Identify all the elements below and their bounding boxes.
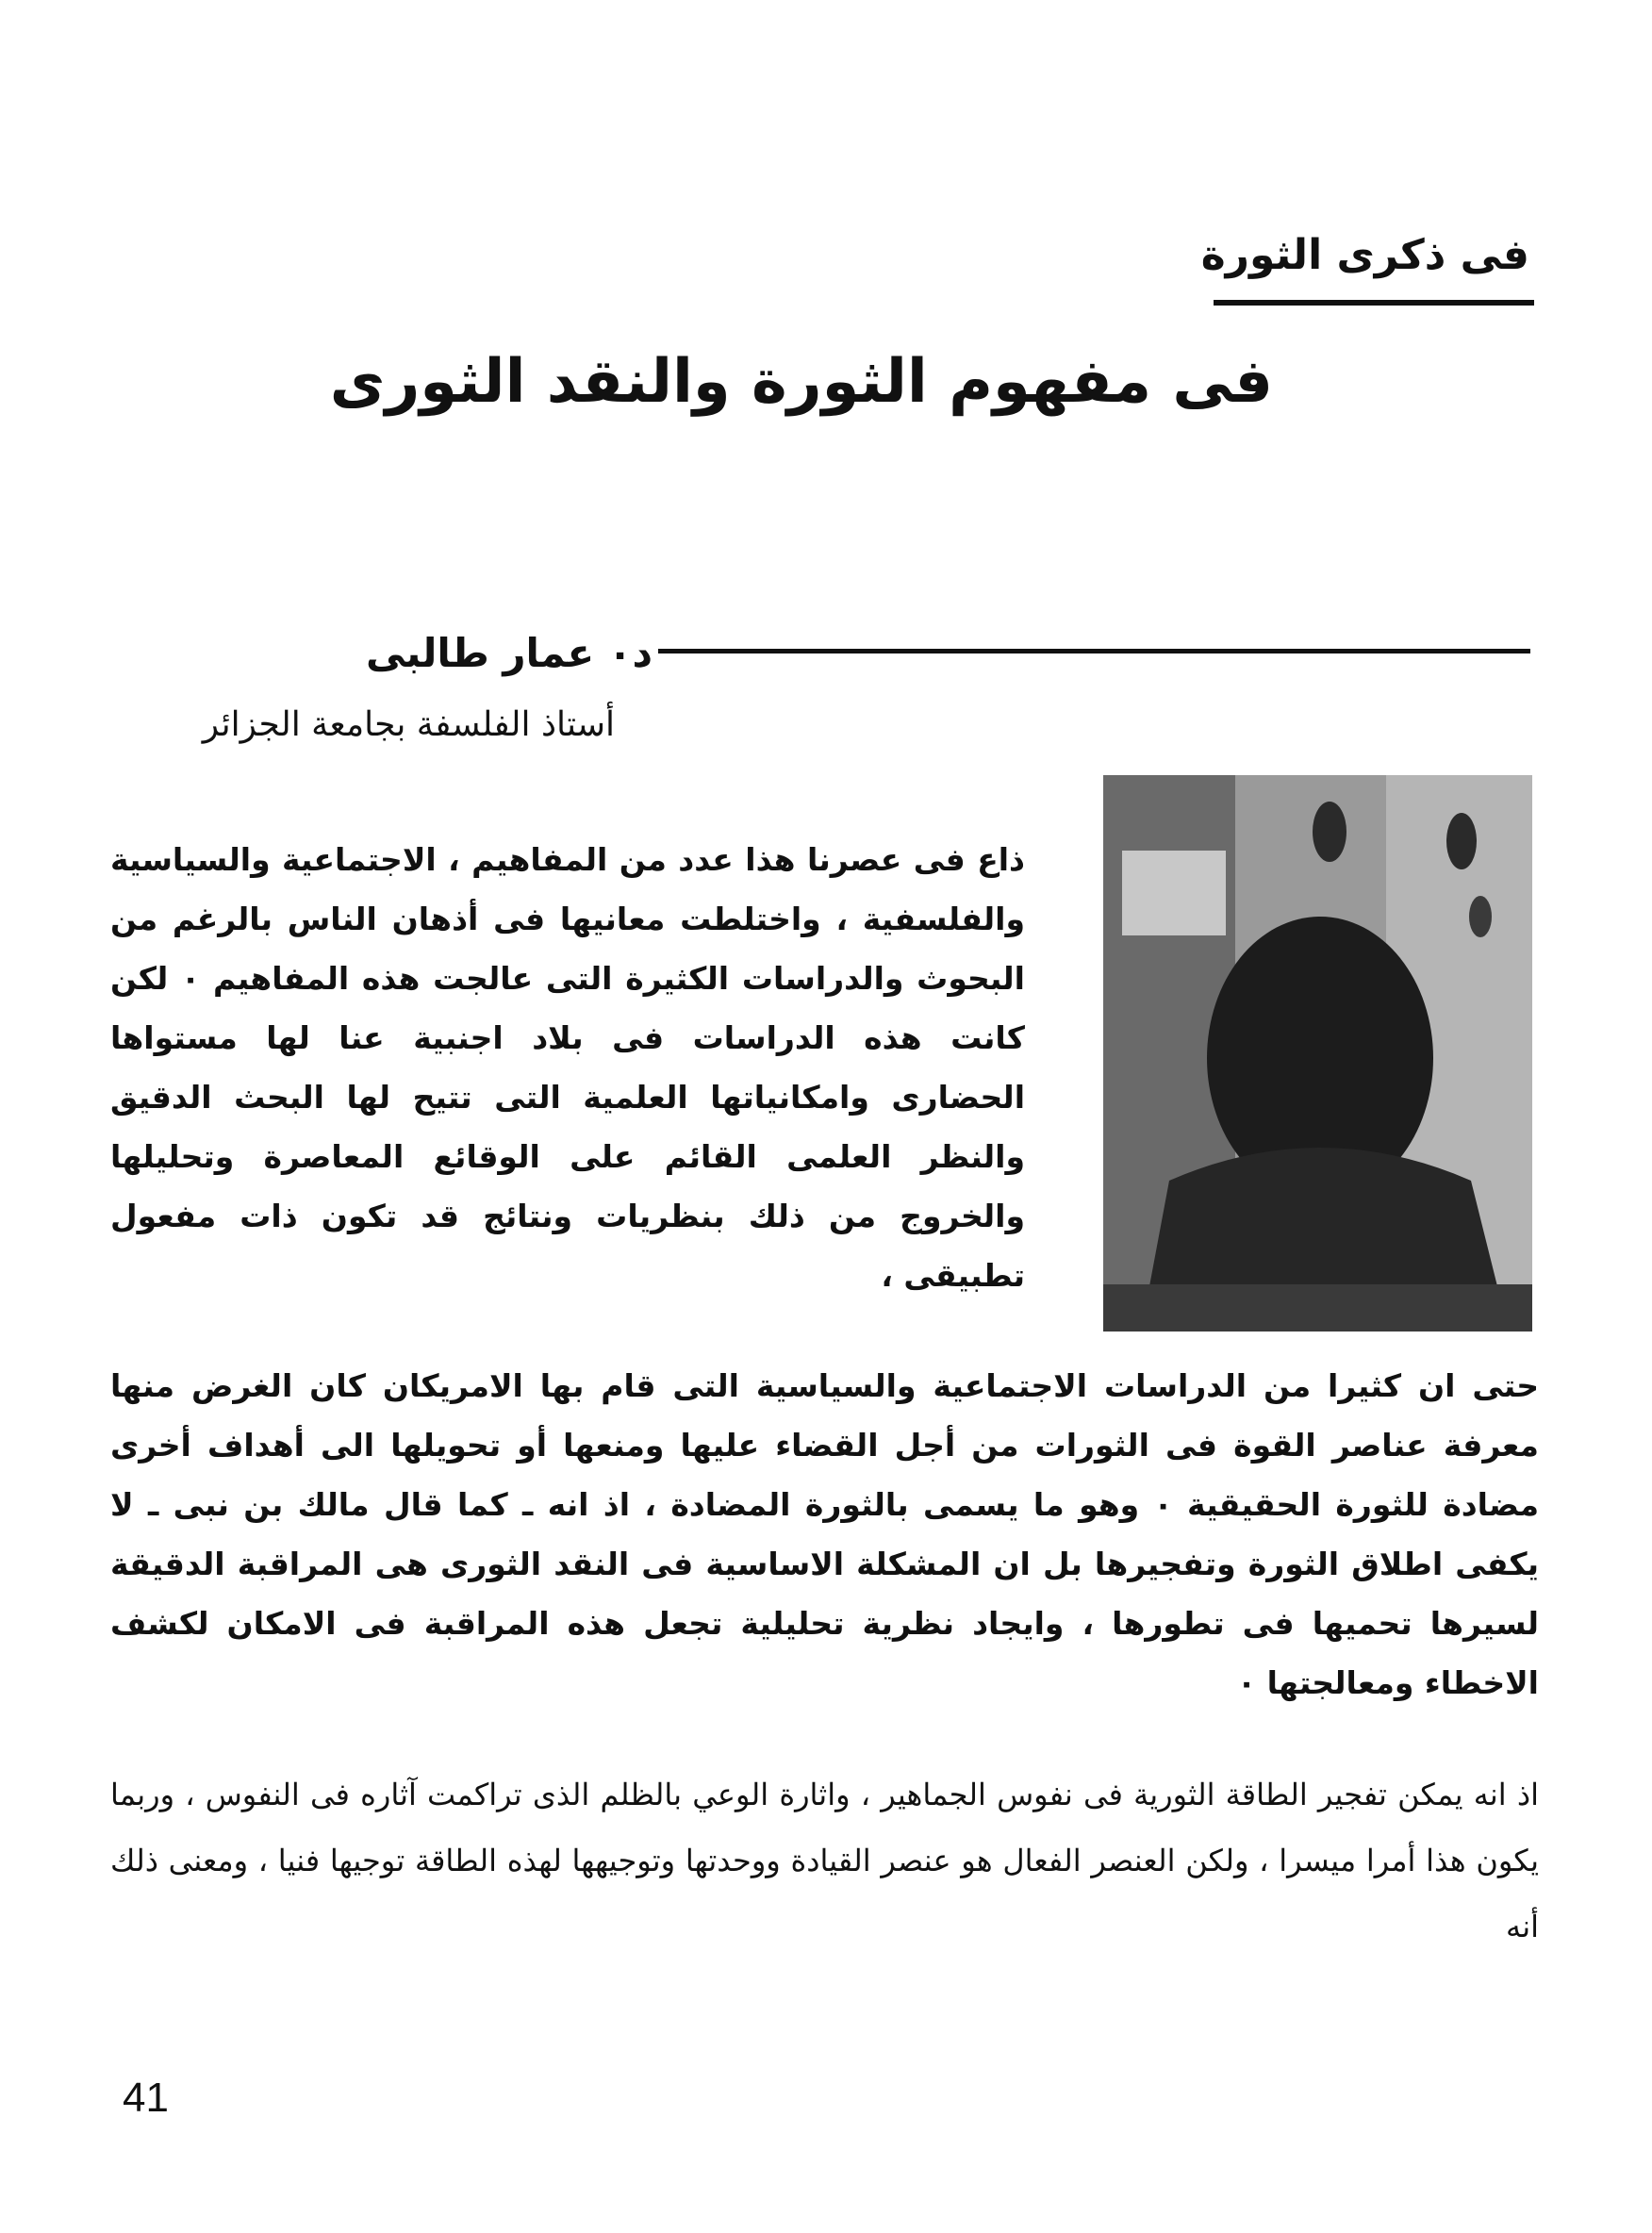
article-paragraph-1: ذاع فى عصرنا هذا عدد من المفاهيم ، الاجتماعية والسياسية والفلسفية ، واختلطت معانيها فى أذهان الناس بالرغم من البحوث والدراسات الكثيرة التى عالجت هذه المفاهيم ٠ لكن كانت هذه الدراسات فى بلاد اجنبية عنا لها مستواها الحضارى وامكانياتها العلمية التى تتيح لها البحث الدقيق والنظر العلمى القائم على الوقائع المعاصرة وتحليلها والخروج من ذلك بنظريات ونتائج قد تكون ذات مفعول تطبيقى ، bbox=[110, 841, 1025, 1294]
section-underline bbox=[1214, 300, 1534, 306]
section-label: فى ذكرى الثورة bbox=[1200, 231, 1529, 279]
article-paragraph-3: اذ انه يمكن تفجير الطاقة الثورية فى نفوس الجماهير ، واثارة الوعي بالظلم الذى تراكمت آثاره فى النفوس ، وربما يكون هذا أمرا ميسرا ، ولكن العنصر الفعال هو عنصر القيادة ووحدتها وتوجيهها لهذه الطاقة توجيها فنيا ، ومعنى ذلك أنه bbox=[110, 1777, 1540, 1944]
article-paragraph-2: حتى ان كثيرا من الدراسات الاجتماعية والسياسية التى قام بها الامريكان كان الغرض منها معرفة عناصر القوة فى الثورات من أجل القضاء عليها ومنعها أو تحويلها الى أهداف أخرى مضادة للثورة الحقيقية ٠ وهو ما يسمى بالثورة المضادة ، اذ انه ـ كما قال مالك بن نبى ـ لا يكفى اطلاق الثورة وتفجيرها بل ان المشكلة الاساسية فى النقد الثورى هى المراقبة الدقيقة لسيرها تحميها فى تطورها ، وايجاد نظرية تحليلية تجعل هذه المراقبة فى الامكان لكشف الاخطاء ومعالجتها ٠ bbox=[110, 1367, 1539, 1701]
author-photo-image bbox=[1103, 775, 1532, 1332]
author-affiliation: أستاذ الفلسفة بجامعة الجزائر bbox=[202, 705, 615, 744]
author-rule bbox=[658, 649, 1530, 653]
article-title: فى مفهوم الثورة والنقد الثورى bbox=[329, 347, 1273, 417]
author-name: د٠ عمار طالبى bbox=[366, 630, 653, 676]
page-number: 41 bbox=[123, 2075, 169, 2121]
author-photo bbox=[1103, 775, 1532, 1332]
